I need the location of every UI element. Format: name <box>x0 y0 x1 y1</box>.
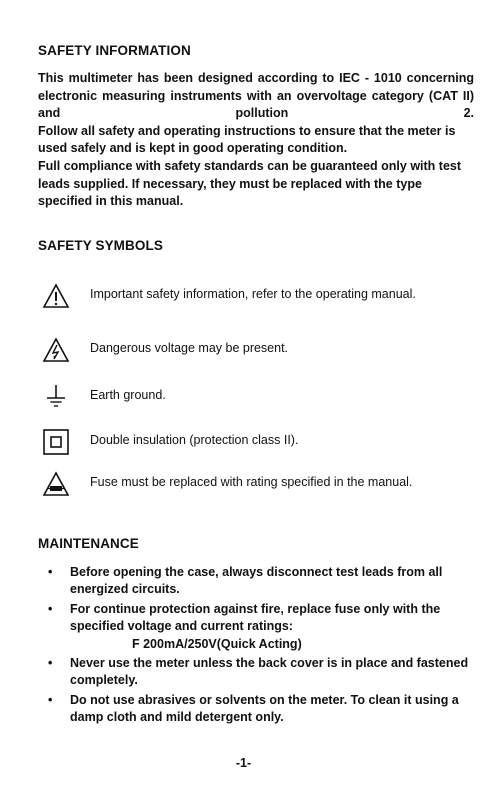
intro-paragraph-compliance: Full compliance with safety standards can be guaranteed only with test leads supplied. If necessary, they must be replaced with the type specified in this manual. <box>38 158 462 209</box>
intro-paragraph-iec: This multimeter has been designed according to IEC - 1010 concerning electronic measuring instruments with an overvoltage category (CAT II) and pollution 2. <box>38 71 474 121</box>
intro-paragraph-operating: Follow all safety and operating instructions to ensure that the meter is used safely and is kept in good operating condition. <box>38 123 456 156</box>
maintenance-item-text: For continue protection against fire, replace fuse only with the specified voltage and current ratings: <box>70 601 441 634</box>
bullet-icon: • <box>48 692 53 707</box>
symbol-text-important: Important safety information, refer to the operating manual. <box>90 287 416 301</box>
symbol-text-voltage: Dangerous voltage may be present. <box>90 341 289 355</box>
maintenance-item-text: Before opening the case, always disconnect test leads from all energized circuits. <box>70 565 443 597</box>
earth-ground-icon <box>42 383 70 411</box>
high-voltage-icon <box>42 336 70 364</box>
double-insulation-icon <box>42 428 70 456</box>
bullet-icon: • <box>48 656 53 671</box>
maintenance-item-text: Do not use abrasives or solvents on the meter. To clean it using a damp cloth and mild detergent only. <box>70 692 459 725</box>
maintenance-item-back-cover <box>48 655 474 690</box>
symbol-text-ground: Earth ground. <box>90 388 166 402</box>
safety-information-body <box>38 70 474 211</box>
page-number: -1- <box>235 756 252 770</box>
maintenance-item-disconnect <box>48 564 474 599</box>
safety-symbols-heading: SAFETY SYMBOLS <box>38 238 163 253</box>
maintenance-list <box>48 564 474 729</box>
symbol-text-fuse: Fuse must be replaced with rating specified in the manual. <box>90 475 413 489</box>
warning-triangle-icon <box>42 282 70 310</box>
safety-information-heading: SAFETY INFORMATION <box>38 43 191 58</box>
maintenance-item-text: Never use the meter unless the back cover is in place and fastened completely. <box>70 656 469 688</box>
symbol-text-insulation: Double insulation (protection class II). <box>90 433 299 447</box>
bullet-icon: • <box>48 601 53 616</box>
fuse-warning-icon <box>42 470 70 498</box>
bullet-icon: • <box>48 565 53 579</box>
maintenance-item-cleaning <box>48 692 474 727</box>
fuse-rating: F 200mA/250V(Quick Acting) <box>132 636 302 651</box>
maintenance-item-fuse <box>48 601 474 653</box>
maintenance-heading: MAINTENANCE <box>38 536 139 551</box>
